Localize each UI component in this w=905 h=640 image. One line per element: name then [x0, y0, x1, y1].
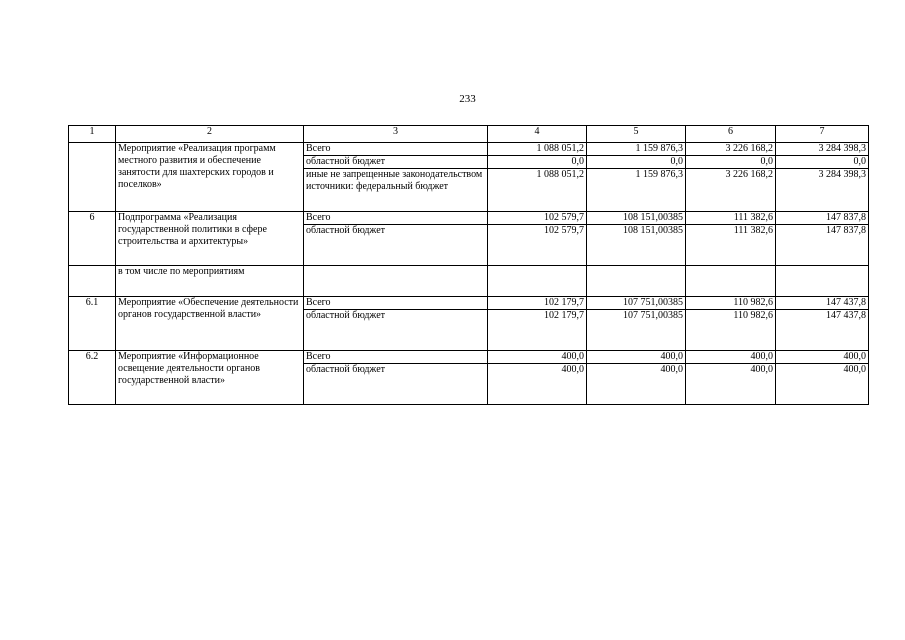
table-row: [69, 351, 869, 364]
index-cell: [69, 143, 116, 212]
value-cell: 108 151,00385: [587, 225, 686, 266]
value-cell: 111 382,6: [686, 212, 776, 225]
value-cell: 110 982,6: [686, 297, 776, 310]
section-note: в том числе по мероприятиям: [116, 266, 304, 297]
value-cell: 400,0: [686, 364, 776, 405]
table-row: [69, 266, 869, 297]
value-cell: 400,0: [488, 351, 587, 364]
empty-cell: [304, 266, 488, 297]
value-cell: 147 837,8: [776, 212, 869, 225]
value-cell: 147 437,8: [776, 297, 869, 310]
table-row: [69, 212, 869, 225]
value-cell: 0,0: [488, 156, 587, 169]
source-label: иные не запрещенные законодательством источники: федеральный бюджет: [304, 169, 488, 212]
value-cell: 1 088 051,2: [488, 143, 587, 156]
value-cell: 1 159 876,3: [587, 143, 686, 156]
source-label: областной бюджет: [304, 156, 488, 169]
item-name: Мероприятие «Реализация программ местного развития и обеспечение занятости для шахтерских городов и поселков»: [116, 143, 304, 212]
index-cell: [69, 266, 116, 297]
value-cell: 102 179,7: [488, 297, 587, 310]
empty-cell: [776, 266, 869, 297]
value-cell: 400,0: [776, 364, 869, 405]
value-cell: 0,0: [686, 156, 776, 169]
value-cell: 147 437,8: [776, 310, 869, 351]
value-cell: 400,0: [587, 351, 686, 364]
source-label: Всего: [304, 351, 488, 364]
header-cell: 1: [69, 126, 116, 143]
value-cell: 3 226 168,2: [686, 169, 776, 212]
value-cell: 102 579,7: [488, 225, 587, 266]
budget-table: [68, 125, 869, 405]
header-cell: 2: [116, 126, 304, 143]
source-label: Всего: [304, 212, 488, 225]
header-cell: 6: [686, 126, 776, 143]
value-cell: 108 151,00385: [587, 212, 686, 225]
index-cell: 6: [69, 212, 116, 266]
item-name: Подпрограмма «Реализация государственной политики в сфере строительства и архитектуры»: [116, 212, 304, 266]
empty-cell: [686, 266, 776, 297]
value-cell: 111 382,6: [686, 225, 776, 266]
item-name: Мероприятие «Информационное освещение деятельности органов государственной власти»: [116, 351, 304, 405]
table-row: [69, 143, 869, 156]
value-cell: 1 159 876,3: [587, 169, 686, 212]
source-label: областной бюджет: [304, 364, 488, 405]
source-label: областной бюджет: [304, 310, 488, 351]
empty-cell: [587, 266, 686, 297]
index-cell: 6.2: [69, 351, 116, 405]
value-cell: 107 751,00385: [587, 297, 686, 310]
value-cell: 400,0: [488, 364, 587, 405]
header-cell: 5: [587, 126, 686, 143]
source-label: Всего: [304, 143, 488, 156]
empty-cell: [488, 266, 587, 297]
value-cell: 3 226 168,2: [686, 143, 776, 156]
table-row: [69, 297, 869, 310]
header-cell: 3: [304, 126, 488, 143]
value-cell: 147 837,8: [776, 225, 869, 266]
value-cell: 400,0: [776, 351, 869, 364]
index-cell: 6.1: [69, 297, 116, 351]
value-cell: 102 579,7: [488, 212, 587, 225]
source-label: областной бюджет: [304, 225, 488, 266]
value-cell: 107 751,00385: [587, 310, 686, 351]
source-label: Всего: [304, 297, 488, 310]
value-cell: 3 284 398,3: [776, 143, 869, 156]
value-cell: 110 982,6: [686, 310, 776, 351]
header-cell: 4: [488, 126, 587, 143]
value-cell: 0,0: [587, 156, 686, 169]
value-cell: 400,0: [686, 351, 776, 364]
header-cell: 7: [776, 126, 869, 143]
item-name: Мероприятие «Обеспечение деятельности органов государственной власти»: [116, 297, 304, 351]
value-cell: 102 179,7: [488, 310, 587, 351]
header-row: [69, 126, 869, 143]
value-cell: 3 284 398,3: [776, 169, 869, 212]
page-number: 233: [459, 93, 476, 105]
value-cell: 1 088 051,2: [488, 169, 587, 212]
value-cell: 400,0: [587, 364, 686, 405]
value-cell: 0,0: [776, 156, 869, 169]
